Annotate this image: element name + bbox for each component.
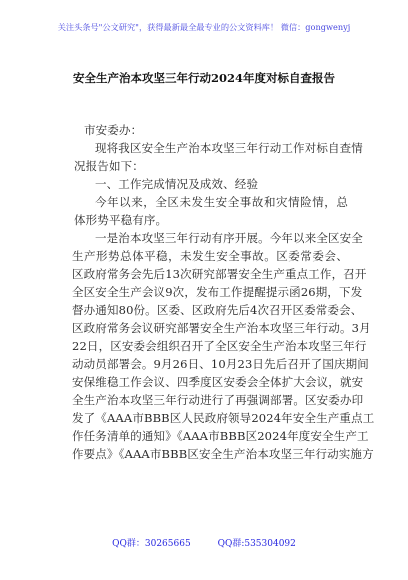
footer bbox=[0, 536, 408, 549]
header-banner: 关注头条号"公文研究"，获得最新最全最专业的公文资料库！ 微信：gongwenyj bbox=[57, 22, 351, 32]
body-line: 作要点》《AAA市BBB区安全生产治本攻坚三年行动实施方 bbox=[72, 447, 374, 461]
body-line: 况报告如下： bbox=[74, 159, 144, 173]
body-line: 全区安全生产会议9次，发布工作提醒提示函26期，下发 bbox=[72, 285, 363, 299]
body-line: 安保维稳工作会议、四季度区安委会全体扩大会议，就安 bbox=[72, 375, 364, 389]
body-line: 全生产治本攻坚三年行动进行了再强调部署。区安委办印 bbox=[72, 393, 364, 407]
body-line: 现将我区安全生产治本攻坚三年行动工作对标自查情 bbox=[95, 141, 363, 155]
body-line: 动动员部署会。9月26日、10月23日先后召开了国庆期间 bbox=[72, 357, 369, 371]
section-heading: 一、工作完成情况及成效、经验 bbox=[95, 177, 259, 191]
body-line: 今年以来，全区未发生安全事故和灾情险情，总 bbox=[95, 195, 348, 209]
document-title: 安全生产治本攻坚三年行动2024年度对标自查报告 bbox=[72, 71, 335, 85]
body-line: 作任务清单的通知》《AAA市BBB区2024年度安全生产工 bbox=[72, 429, 369, 443]
footer-qq-group-1: QQ群：30265665 bbox=[112, 539, 191, 549]
body-line: 一是治本攻坚三年行动有序开展。今年以来全区安全 bbox=[95, 231, 363, 245]
body-line: 生产形势总体平稳，未发生安全事故。区委常委会、 bbox=[72, 249, 348, 263]
footer-qq-group-2: QQ群:535304092 bbox=[217, 539, 296, 549]
body-line: 区政府常务会先后13次研究部署安全生产重点工作，召开 bbox=[72, 267, 367, 281]
body-line: 22日，区安委会组织召开了全区安全生产治本攻坚三年行 bbox=[72, 339, 367, 353]
salutation-line: 市安委办： bbox=[84, 123, 143, 137]
body-line: 发了《AAA市BBB区人民政府领导2024年安全生产重点工 bbox=[72, 411, 375, 425]
body-line: 督办通知80份。区委、区政府先后4次召开区委常委会、 bbox=[72, 303, 363, 317]
document-body bbox=[72, 121, 375, 463]
body-line: 区政府常务会议研究部署安全生产治本攻坚三年行动。3月 bbox=[72, 321, 371, 335]
body-line: 体形势平稳有序。 bbox=[74, 213, 168, 227]
